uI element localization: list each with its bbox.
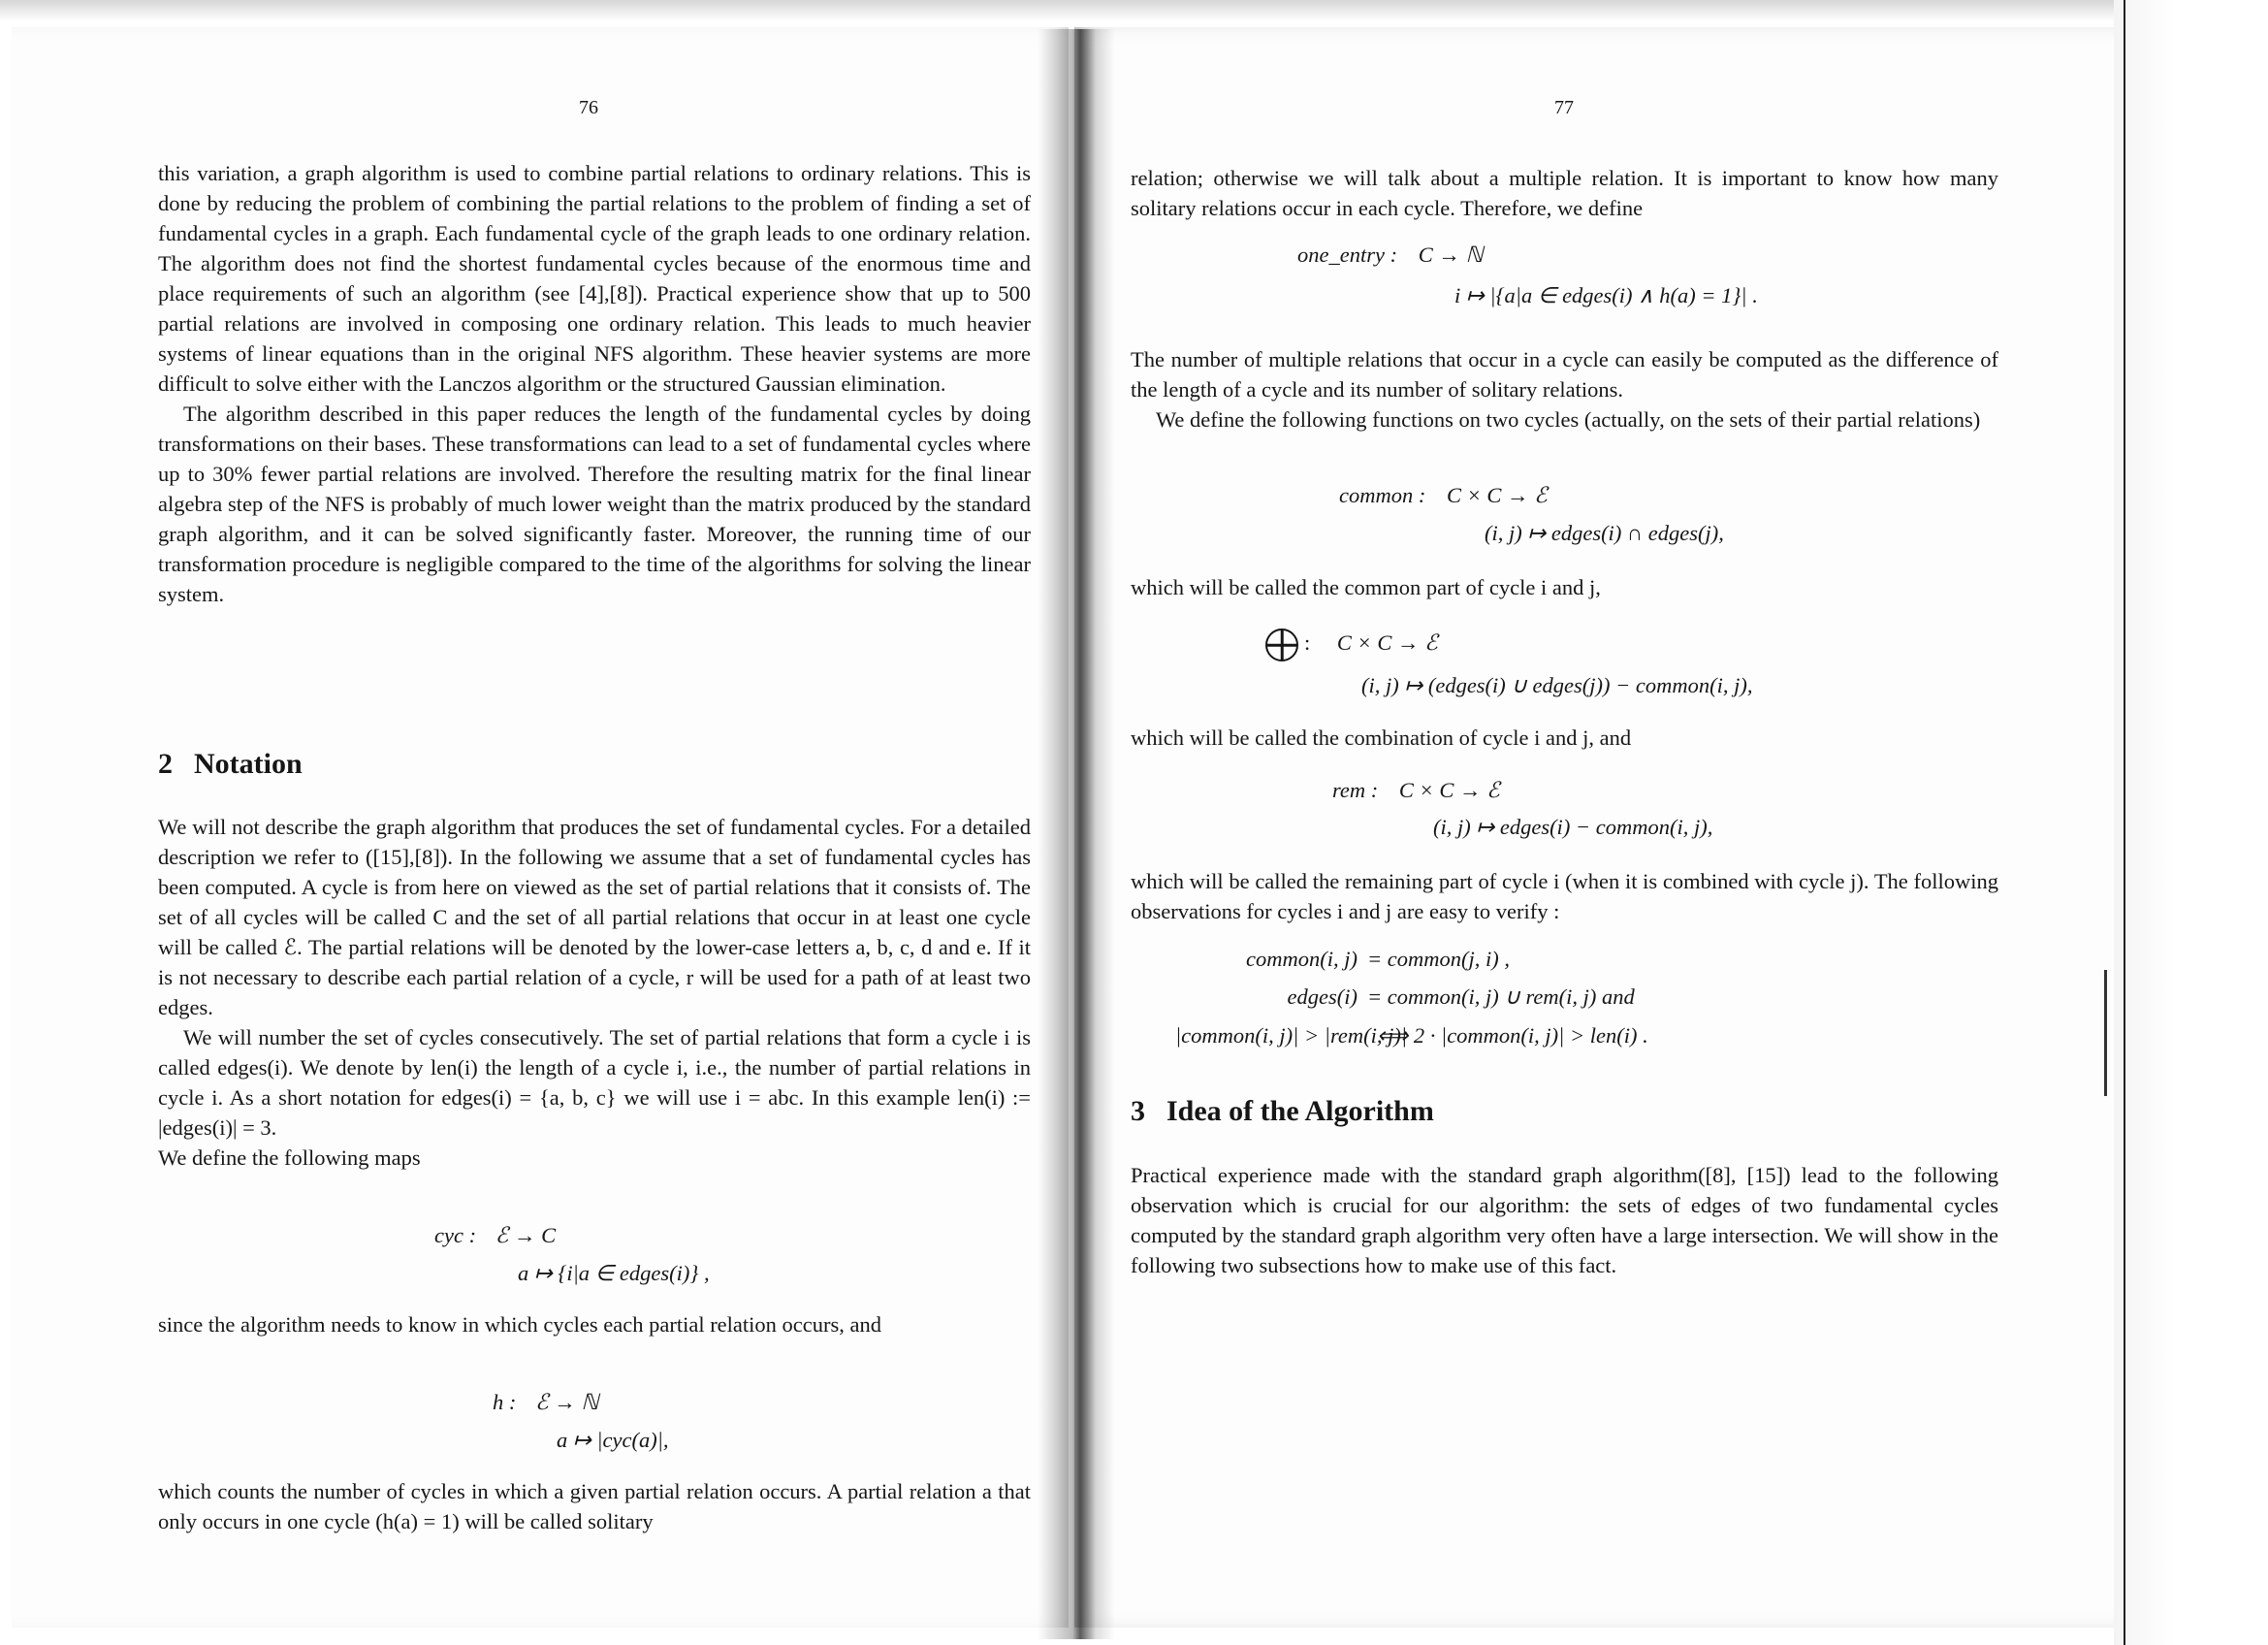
page-edge-line: [2124, 0, 2125, 1645]
cyc-mapping: a ↦ {i|a ∈ edges(i)} ,: [518, 1261, 710, 1285]
section-title: Idea of the Algorithm: [1166, 1095, 1434, 1127]
scan-right-edge: [2114, 0, 2268, 1645]
section-2-heading: [158, 748, 303, 781]
math-expr: C → ℕ: [1418, 242, 1484, 267]
obs3-rhs: ⟺ 2 · |common(i, j)| > len(i) .: [1377, 1023, 1648, 1048]
scan-top-shadow: [0, 0, 2268, 21]
right-para-combination: [1131, 723, 1998, 753]
left-page-number: 76: [579, 97, 598, 118]
paragraph: The algorithm described in this paper reduces the length of the fundamental cycles by doing transformations on their bases. These transformations can lead to a set of fundamental cycles where up to 30% fewer partial relations are involved. Therefore the resulting matrix for the final linear algebra step of the NFS is probably of much lower weight than the matrix produced by the standard graph algorithm, and it can be solved significantly faster. Moreover, the running time of our transformation procedure is negligible compared to the time of the algorithms for solving the linear system.: [158, 402, 1031, 606]
math-expr: C × C → ℰ: [1336, 630, 1438, 656]
section-number: 2: [158, 748, 173, 780]
math-label: common :: [1339, 483, 1426, 507]
oplus-definition: : C × C → ℰ: [1265, 629, 1438, 661]
math-label: one_entry :: [1297, 242, 1398, 267]
math-label: cyc :: [434, 1223, 477, 1247]
math-expr: ℰ → C: [495, 1223, 557, 1247]
right-page-number: 77: [1554, 97, 1574, 118]
one-entry-mapping: i ↦ |{a|a ∈ edges(i) ∧ h(a) = 1}| .: [1454, 283, 1758, 307]
math-expr: C × C → ℰ: [1446, 483, 1548, 507]
math-expr: C × C → ℰ: [1398, 778, 1500, 802]
paragraph: since the algorithm needs to know in which cycles each partial relation occurs, and: [158, 1312, 881, 1337]
math-expr: ℰ → ℕ: [535, 1390, 599, 1414]
section-number: 3: [1131, 1095, 1145, 1127]
book-gutter: [1038, 29, 1115, 1639]
paragraph: We will number the set of cycles consecutively. The set of partial relations that form a cycle i is called edges(i). We denote by len(i) the length of a cycle i, i.e., the number of partial relations in cycle i. As a short notation for edges(i) = {a, b, c} we will use i = abc. In this example len(i) := |edges(i)| = 3.: [158, 1025, 1031, 1140]
right-para-idea: [1131, 1160, 1998, 1280]
paragraph: We define the following functions on two cycles (actually, on the sets of their partial relations): [1156, 407, 1981, 432]
oplus-mapping: (i, j) ↦ (edges(i) ∪ edges(j)) − common(i, j),: [1361, 673, 1753, 697]
h-definition: [493, 1390, 598, 1415]
cyc-definition: [434, 1223, 556, 1248]
obs2-lhs: edges(i): [1287, 984, 1358, 1009]
left-notation-text: [158, 812, 1031, 1173]
section-title: Notation: [194, 748, 303, 780]
rem-definition: [1332, 778, 1500, 803]
paragraph: Practical experience made with the standard graph algorithm([8], [15]) lead to the following observation which is crucial for our algorithm: the sets of edges of two fundamental cycles computed by the standard graph algorithm very often have a large intersection. We will show in the following two subsections how to make use of this fact.: [1131, 1163, 1998, 1277]
right-para-remaining: [1131, 866, 1998, 926]
right-para-2: [1131, 344, 1998, 435]
paragraph: relation; otherwise we will talk about a multiple relation. It is important to know how many solitary relations occur in each cycle. Therefore, we define: [1131, 166, 1998, 220]
paragraph: which will be called the combination of cycle i and j, and: [1131, 726, 1632, 750]
math-label: h :: [493, 1390, 517, 1414]
right-para-1: [1131, 163, 1998, 223]
paragraph: which counts the number of cycles in which a given partial relation occurs. A partial relation a that only occurs in one cycle (h(a) = 1) will be called solitary: [158, 1479, 1031, 1533]
math-label: rem :: [1332, 778, 1379, 802]
left-para-since: [158, 1309, 1031, 1339]
rem-mapping: (i, j) ↦ edges(i) − common(i, j),: [1433, 815, 1713, 839]
paragraph: which will be called the common part of cycle i and j,: [1131, 575, 1601, 599]
left-para-1: [158, 158, 1031, 609]
page-edge-mark: [2104, 970, 2107, 1096]
one-entry-definition: [1297, 242, 1484, 268]
obs3-lhs: |common(i, j)| > |rem(i, j)|: [1175, 1023, 1408, 1048]
paragraph: The number of multiple relations that occur in a cycle can easily be computed as the difference of the length of a cycle and its number of solitary relations.: [1131, 347, 1998, 402]
h-mapping: a ↦ |cyc(a)|,: [557, 1428, 669, 1452]
paragraph: We will not describe the graph algorithm that produces the set of fundamental cycles. For a detailed description we refer to ([15],[8]). In the following we assume that a set of fundamental cycles has been computed. A cycle is from here on viewed as the set of partial relations that it consists of. The set of all cycles will be called C and the set of all partial relations that occur in at least one cycle will be called ℰ. The partial relations will be denoted by the lower-case letters a, b, c, d and e. If it is not necessary to describe each partial relation of a cycle, r will be used for a path of at least two edges.: [158, 815, 1031, 1019]
common-definition: [1339, 483, 1548, 508]
obs1-lhs: common(i, j): [1246, 947, 1358, 971]
obs2-rhs: = common(i, j) ∪ rem(i, j) and: [1367, 984, 1635, 1009]
paragraph: this variation, a graph algorithm is used to combine partial relations to ordinary relations. This is done by reducing the problem of combining the partial relations to the problem of finding a set of fundamental cycles in a graph. Each fundamental cycle of the graph leads to one ordinary relation. The algorithm does not find the shortest fundamental cycles because of the enormous time and place requirements of such an algorithm (see [4],[8]). Practical experience show that up to 500 partial relations are involved in composing one ordinary relation. This leads to much heavier systems of linear equations than in the original NFS algorithm. These heavier systems are more difficult to solve either with the Lanczos algorithm or the structured Gaussian elimination.: [158, 161, 1031, 396]
section-3-heading: [1131, 1095, 1434, 1128]
right-para-common: [1131, 572, 1998, 602]
common-mapping: (i, j) ↦ edges(i) ∩ edges(j),: [1485, 521, 1724, 545]
paragraph: which will be called the remaining part of cycle i (when it is combined with cycle j). The following observations for cycles i and j are easy to verify :: [1131, 869, 1998, 923]
circled-plus-icon: [1265, 629, 1298, 661]
obs1-rhs: = common(j, i) ,: [1367, 947, 1511, 971]
paragraph: We define the following maps: [158, 1145, 421, 1170]
left-para-counts: [158, 1476, 1031, 1536]
